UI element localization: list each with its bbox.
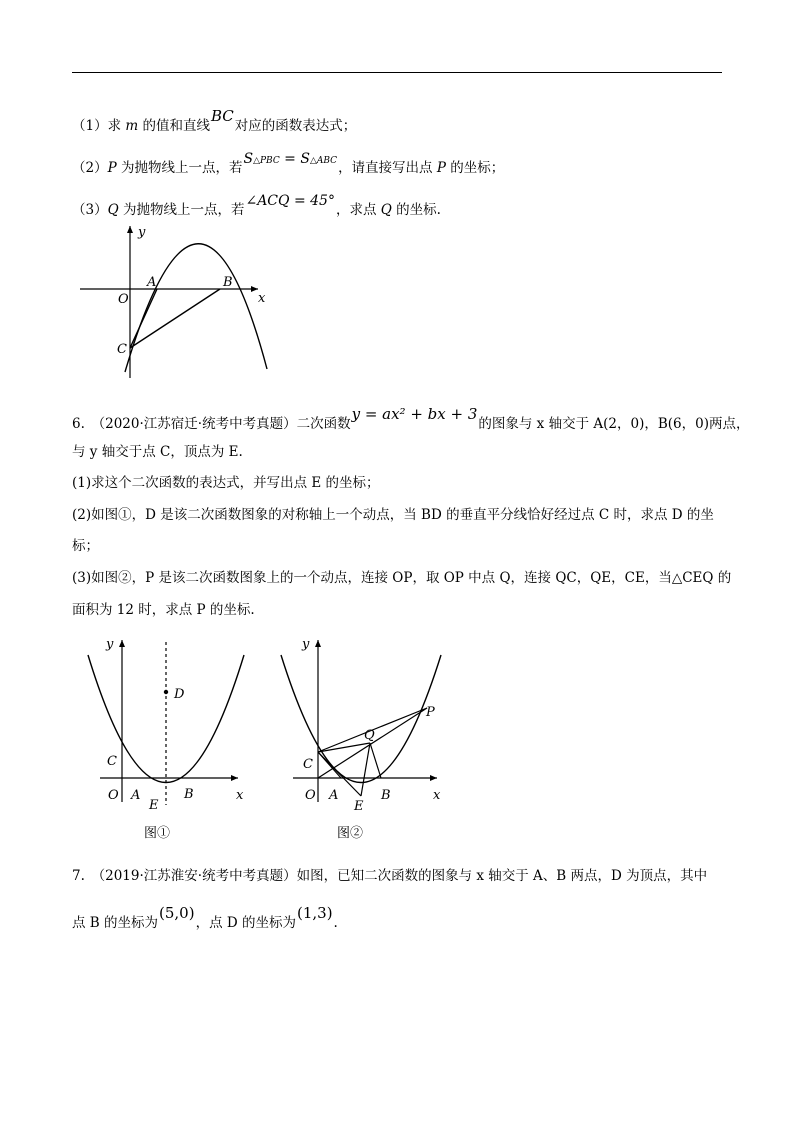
q6f2-caption: 图②	[337, 826, 364, 841]
q6f1-label-x: x	[236, 788, 244, 803]
q7-line2-math-d: (1,3)	[296, 904, 333, 922]
q7-line2-prefix: 点 B 的坐标为	[72, 915, 159, 931]
q6f2-segment-cq	[318, 743, 370, 752]
q5-part3	[72, 193, 441, 220]
q7-line2-suffix: .	[333, 915, 338, 931]
q6f1-label-b: B	[184, 787, 194, 802]
q6f2-segment-op	[318, 708, 427, 778]
q6f2-segment-qe	[361, 743, 370, 796]
q5-part2-p: P	[107, 160, 117, 176]
q5-part2-prefix: （2）	[72, 160, 108, 176]
q6f1-label-c: C	[107, 754, 117, 769]
q6f2-label-c: C	[303, 757, 313, 772]
q5-part2-p2: P	[436, 160, 446, 176]
q5-part2-mid: 为抛物线上一点，若	[120, 160, 243, 176]
q5-part1-prefix: （1）求	[72, 118, 122, 134]
q5-part1-mid: 的值和直线	[142, 118, 210, 134]
q6-line1-math: y = ax² + bx + 3	[351, 405, 478, 423]
q6-line7: 面积为 12 时，求点 P 的坐标.	[72, 602, 255, 618]
q5-label-y: y	[138, 225, 146, 240]
q6-line2: 与 y 轴交于点 C，顶点为 E.	[72, 444, 243, 460]
q5-part3-end: 的坐标.	[396, 202, 441, 218]
q6f2-label-p: P	[426, 705, 435, 720]
header-rule	[72, 72, 722, 73]
q6-line5: 标；	[72, 538, 99, 554]
q5-part2-math-s1: S	[243, 151, 254, 167]
q6f1-caption: 图①	[144, 826, 171, 841]
q5-part1-m: m	[125, 118, 139, 134]
q6f2-label-x: x	[433, 788, 441, 803]
q6f2-label-y: y	[302, 637, 310, 652]
q6-line6: (3)如图②，P 是该二次函数图象上的一个动点，连接 OP，取 OP 中点 Q，连接 QC，QE，CE，当△CEQ 的	[72, 570, 732, 586]
q5-part3-post: ，求点	[335, 202, 377, 218]
q6f1-label-d: D	[174, 687, 185, 702]
q5-label-c: C	[117, 342, 127, 357]
q5-part2-math	[242, 151, 338, 167]
q5-figure	[70, 222, 280, 382]
q5-label-b: B	[223, 275, 233, 290]
q7-line2-mid: ，点 D 的坐标为	[195, 915, 296, 931]
q6-line1-prefix: 6. （2020·江苏宿迁·统考中考真题）二次函数	[72, 416, 351, 432]
q5-label-x: x	[258, 291, 266, 306]
q6f2-label-e: E	[354, 799, 364, 814]
q5-part1	[72, 107, 357, 136]
q5-label-o: O	[118, 292, 129, 307]
q6f1-label-a: A	[131, 788, 141, 803]
q6-line3: (1)求这个二次函数的表达式，并写出点 E 的坐标；	[72, 475, 380, 491]
q7-line1: 7. （2019·江苏淮安·统考中考真题）如图，已知二次函数的图象与 x 轴交于 A、B 两点，D 为顶点，其中	[72, 868, 708, 884]
q5-part3-mid: 为抛物线上一点，若	[122, 202, 245, 218]
q5-part2	[72, 151, 505, 180]
q5-part3-math-angle: ∠ACQ = 45°	[245, 193, 335, 209]
q5-part3-q2: Q	[380, 202, 392, 218]
q5-part2-post: ，请直接写出点	[338, 160, 433, 176]
q5-part2-math-s2: = S	[279, 151, 310, 167]
q6-figure-1	[80, 630, 260, 845]
q6f1-label-o: O	[108, 788, 119, 803]
q5-part3-q: Q	[107, 202, 119, 218]
q6f1-label-y: y	[106, 637, 114, 652]
q5-part2-math-sub1: △PBC	[253, 156, 280, 166]
q6f2-label-a: A	[329, 788, 339, 803]
q6f2-segment-qb	[370, 743, 381, 778]
q7-line2-math-b: (5,0)	[159, 904, 195, 922]
q6f2-label-q: Q	[364, 728, 375, 743]
q5-part2-math-sub2: △ABC	[309, 156, 338, 166]
q6f2-label-b: B	[381, 788, 391, 803]
q6f1-label-e: E	[149, 798, 159, 813]
q5-label-a: A	[147, 275, 157, 290]
q6-line4: (2)如图①，D 是该二次函数图象的对称轴上一个动点，当 BD 的垂直平分线恰好经过点 C 时，求点 D 的坐	[72, 507, 714, 523]
q5-parabola	[125, 244, 267, 372]
q5-part1-suffix: 对应的函数表达式；	[234, 118, 357, 134]
q6f1-point-d	[164, 690, 168, 694]
q5-part2-end: 的坐标；	[450, 160, 505, 176]
q6-line1-suffix: 的图象与 x 轴交于 A(2，0)，B(6，0)两点，	[478, 416, 750, 432]
q6-figure-2	[275, 630, 455, 845]
q6f2-label-o: O	[305, 788, 316, 803]
q7-line2	[72, 904, 338, 933]
q5-part3-prefix: （3）	[72, 202, 108, 218]
q5-part1-math-bc: BC	[211, 107, 234, 125]
q6-line1	[72, 405, 750, 434]
